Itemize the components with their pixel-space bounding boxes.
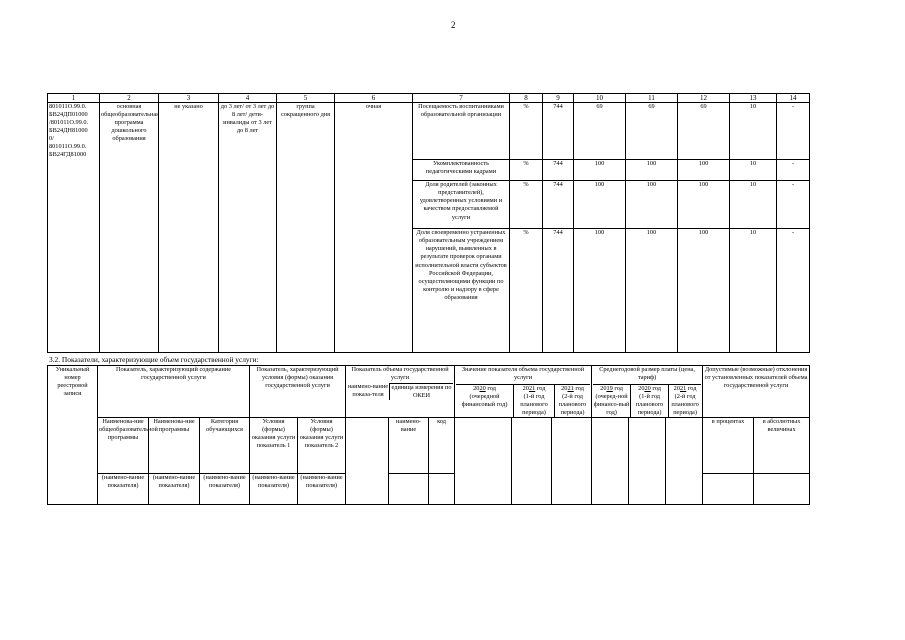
column-number: 13 (730, 94, 777, 103)
unit-name: % (510, 160, 543, 181)
unit-name: % (510, 103, 543, 160)
deviation-absolute: - (777, 229, 810, 353)
price-year-3: 2021 год (2-й год планового периода) (668, 385, 701, 417)
value-year3: 69 (678, 103, 730, 160)
indicator-name-label: (наимено-вание показателя) (98, 474, 149, 505)
deviation-percent: 10 (730, 229, 777, 353)
indicator-name-label: (наимено-вание показателя) (200, 474, 250, 505)
price-year-2: 2020 год (1-й год планового периода) (630, 385, 668, 417)
deviation-absolute: - (777, 103, 810, 160)
table-header-row (48, 474, 810, 505)
table-row (48, 229, 810, 353)
column-number: 11 (626, 94, 678, 103)
table-header-row (48, 94, 810, 103)
column-number: 3 (159, 94, 219, 103)
column-number: 10 (574, 94, 626, 103)
header-condition-1: Условия (формы) оказания услуги показатель 1 (250, 418, 298, 474)
table-row (48, 160, 810, 181)
okei-code: 744 (543, 229, 574, 353)
indicator-name: Доля своевременно устраненных образовательным учреждением нарушений, выявленных в результате проверок органами исполнительной власти субъектов Российской Федерации, осуществляющими функции по контролю и надзору в сфере образования (413, 229, 510, 353)
registry-code: 801011О.99.0. БВ24ДП01000 /801011О.99.0. БВ24ДН81000 0/ 801011О.99.0. БВ24ГД81000 (48, 103, 100, 160)
condition-form: очная (335, 103, 413, 160)
column-number: 5 (277, 94, 335, 103)
table-row (48, 181, 810, 229)
column-number: 14 (777, 94, 810, 103)
table-header-row (48, 418, 810, 474)
indicator-name: Укомплектованность педагогическими кадрами (413, 160, 510, 181)
table-header-row (48, 366, 810, 418)
okei-code: 744 (543, 103, 574, 160)
column-number: 2 (100, 94, 159, 103)
header-value (455, 366, 592, 418)
value-year1: 69 (574, 103, 626, 160)
value-year3: 100 (678, 160, 730, 181)
header-deviation-percent: в процентах (703, 418, 754, 474)
condition-group: группа сокращенного дня (277, 103, 335, 160)
column-number: 9 (543, 94, 574, 103)
value-year-1: 2020 год (очередной финансовый год) (461, 385, 508, 409)
value-year1: 100 (574, 181, 626, 229)
column-number: 6 (335, 94, 413, 103)
deviation-percent: 10 (730, 103, 777, 160)
header-unit: единица измерения по ОКЕИ (389, 383, 453, 400)
page-number: 2 (451, 20, 456, 30)
content-second: не указано (159, 103, 219, 160)
header-unique-number: Уникальный номер реестровой записи (48, 366, 98, 505)
header-condition: Показатель, характеризующий условия (формы) оказания государственной услуги (250, 366, 346, 418)
okei-code: 744 (543, 181, 574, 229)
column-number: 8 (510, 94, 543, 103)
quality-indicators-table (47, 93, 810, 353)
value-year2: 100 (626, 160, 678, 181)
value-year-3: 2021 год (2-й год планового периода) (554, 385, 590, 417)
header-deviation: Допустимые (возможные) отклонения от установленных показателей объема государственной услуги (703, 366, 810, 418)
volume-indicators-table (47, 365, 810, 505)
value-year1: 100 (574, 160, 626, 181)
deviation-percent: 10 (730, 160, 777, 181)
value-year3: 100 (678, 181, 730, 229)
indicator-name: Доля родителей (законных представителей), удовлетворенных условиями и качеством предоставляемой услуги (413, 181, 510, 229)
indicator-name-label: (наимено-вание показателя) (250, 474, 298, 505)
unit-name: % (510, 229, 543, 353)
header-program-name: Наименова-ние общеобразовательной программы (98, 418, 149, 474)
header-volume-name: наимено-вание показа-теля (347, 383, 389, 399)
unit-name: % (510, 181, 543, 229)
header-category: Категория обучающихся (200, 418, 250, 474)
value-year1: 100 (574, 229, 626, 353)
header-volume (346, 366, 455, 418)
header-unit-name: наимено-вание (389, 418, 429, 474)
deviation-absolute: - (777, 160, 810, 181)
okei-code: 744 (543, 160, 574, 181)
deviation-percent: 10 (730, 181, 777, 229)
header-price (592, 366, 703, 418)
indicator-name-label: (наимено-вание показателя) (298, 474, 346, 505)
value-year2: 69 (626, 103, 678, 160)
value-year2: 100 (626, 181, 678, 229)
header-content: Показатель, характеризующий содержание государственной услуги (98, 366, 250, 418)
header-condition-2: Условия (формы) оказания услуги показатель 2 (298, 418, 346, 474)
value-year-2: 2021 год (1-й год планового периода) (513, 385, 554, 417)
value-year3: 100 (678, 229, 730, 353)
section-title: 3.2. Показатели, характеризующие объем государственной услуги: (49, 355, 259, 364)
value-year2: 100 (626, 229, 678, 353)
header-program: Наименова-ние программы (149, 418, 200, 474)
header-price-title: Среднегодовой размер платы (цена, тариф) (599, 366, 695, 382)
column-number: 7 (413, 94, 510, 103)
price-year-1: 2019 год (очеред-ной финансо-вый год) (593, 385, 630, 417)
column-number: 1 (48, 94, 100, 103)
header-volume-title: Показатель объема государственной услуги (351, 366, 449, 382)
content-program: основная общеобразовательная программа дошкольного образования (100, 103, 159, 160)
header-value-title: Значение показателя объема государственной услуги (461, 366, 585, 382)
column-number: 12 (678, 94, 730, 103)
indicator-name: Посещаемость воспитанниками образовательной организации (413, 103, 510, 160)
header-unit-code: код (429, 418, 455, 474)
deviation-absolute: - (777, 181, 810, 229)
table-row (48, 103, 810, 160)
content-age: до 3 лет/ от 3 лет до 8 лет/ дети-инвалиды от 3 лет до 8 лет (219, 103, 277, 160)
column-number: 4 (219, 94, 277, 103)
indicator-name-label: (наимено-вание показателя) (149, 474, 200, 505)
header-deviation-absolute: в абсолютных величинах (754, 418, 810, 474)
